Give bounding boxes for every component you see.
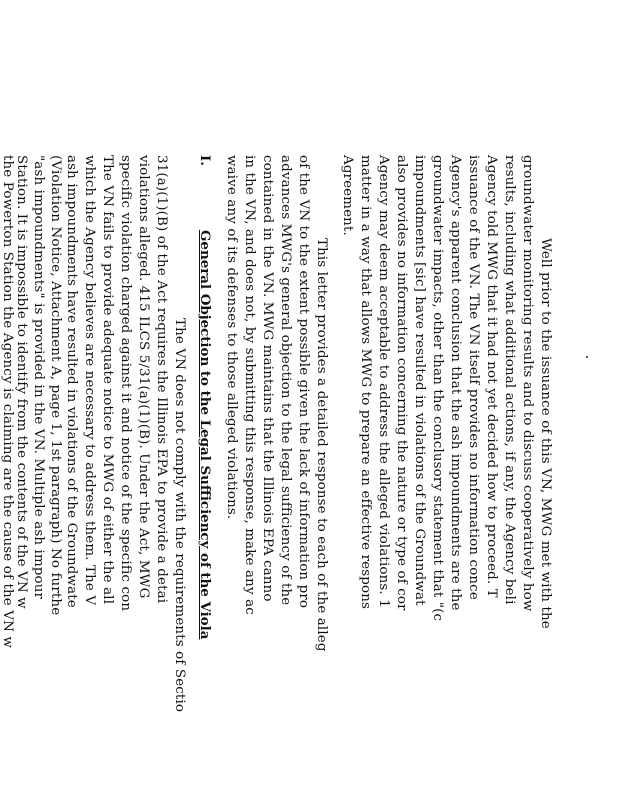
text-line: of the VN to the extent possible given the lack of information pro: [296, 155, 311, 609]
text-line: Well prior to the issuance of this VN, MWG met with the: [538, 238, 553, 629]
text-line: Station. It is impossible to identify from the contents of the VN w: [14, 155, 29, 609]
text-line: (Violation Notice, Attachment A, page 1, 1st paragraph) No furthe: [48, 155, 63, 616]
text-line: violations alleged. 415 ILCS 5/31(a)(1)(B). Under the Act, MWG: [136, 155, 151, 599]
text-line: advances MWG's general objection to the legal sufficiency of the: [278, 155, 293, 606]
text-line: This letter provides a detailed response to each of the alleg: [314, 238, 329, 652]
text-line: also provides no information concerning the nature or type of cor: [394, 155, 409, 611]
text-line: results, including what additional actions, if any, the Agency beli: [502, 155, 517, 605]
text-line: specific violation charged against it and notice of the specific con: [118, 155, 133, 612]
page-speck: [586, 356, 588, 358]
text-line: contained in the VN. MWG maintains that the Illinois EPA canno: [260, 155, 275, 602]
section-heading: General Objection to the Legal Sufficiency of the Viola: [197, 230, 213, 640]
text-line: 31(a)(1)(B) of the Act requires the Illinois EPA to provide a detai: [154, 155, 169, 604]
text-line: which the Agency believes are necessary to address them. The V: [82, 155, 97, 606]
text-line: Agreement.: [340, 155, 355, 236]
text-line: in the VN, and does not, by submitting this response, make any ac: [242, 155, 257, 615]
text-line: Agency told MWG that it had not yet decided how to proceed. T: [484, 155, 499, 598]
text-line: issuance of the VN. The VN itself provides no information conce: [466, 155, 481, 600]
text-line: "ash impoundments" is provided in the VN. Multiple ash impour: [31, 155, 46, 600]
text-line: matter in a way that allows MWG to prepare an effective respons: [358, 155, 373, 609]
text-line: groundwater impacts, other than the conclusory statement that "(c: [430, 155, 445, 622]
text-line: The VN fails to provide adequate notice to MWG of either the all: [100, 155, 115, 605]
text-line: the Powerton Station the Agency is claiming are the cause of the VN w: [0, 155, 15, 648]
text-line: Agency's apparent conclusion that the ash impoundments are the: [448, 155, 463, 611]
text-line: The VN does not comply with the requirements of Sectio: [172, 318, 187, 713]
text-line: groundwater monitoring results and to discuss cooperatively how: [520, 155, 535, 612]
text-line: impoundments [sic] have resulted in violations of the Groundwat: [412, 155, 427, 606]
section-number: I.: [197, 155, 213, 166]
text-line: ash impoundments have resulted in violations of the Groundwate: [64, 155, 79, 608]
text-line: waive any of its defenses to those alleged violations.: [224, 155, 239, 520]
text-line: Agency may deem acceptable to address the alleged violations. 1: [376, 155, 391, 608]
